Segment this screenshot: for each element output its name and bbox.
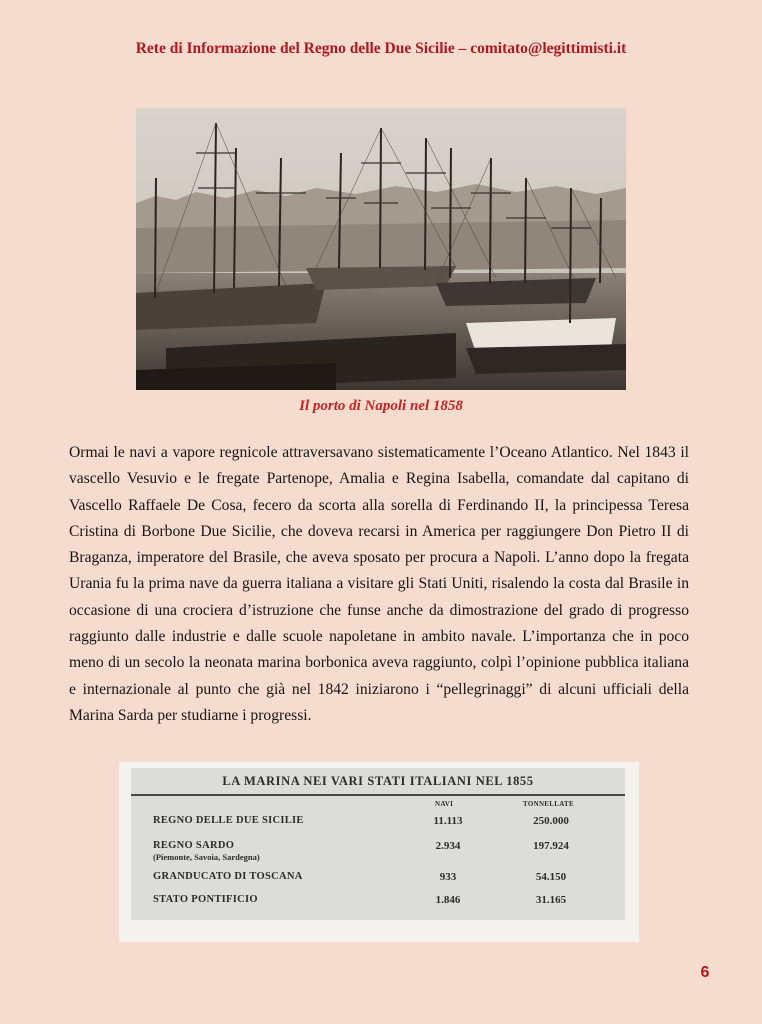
body-text xyxy=(69,440,689,729)
ships-value: 2.934 xyxy=(435,840,461,852)
photo-caption: Il porto di Napoli nel 1858 xyxy=(299,398,463,414)
state-note: (Piemonte, Savoia, Sardegna) xyxy=(153,852,260,862)
tonnage-value: 31.165 xyxy=(535,894,567,906)
tonnage-value: 54.150 xyxy=(535,871,567,883)
state-name: REGNO SARDO xyxy=(153,840,235,851)
body-paragraph: Ormai le navi a vapore regnicole attraversavano sistematicamente l’Oceano Atlantico. Nel 1843 il vascello Vesuvio e le fregate Partenope, Amalia e Regina Isabella, comandate dal capitano di Vascello Raffaele De Cosa, fecero da scorta alla sorella di Ferdinando II, la principessa Teresa Cristina di Borbone Due Sicilie, che doveva recarsi in America per raggiungere Don Pietro II di Braganza, imperatore del Brasile, che aveva sposato per procura a Napoli. L’anno dopo la fregata Urania fu la prima nave da guerra italiana a visitare gli Stati Uniti, risalendo la costa dal Brasile in occasione di una crociera d’istruzione che funse anche da dimostrazione del grado di progresso raggiunto dalle industrie e dalle scuole napoletane in ambito navale. L’importanza che in poco meno di un secolo la neonata marina borbonica aveva raggiunto, colpì l’opinione pubblica italiana e internazionale al punto che già nel 1842 iniziarono i “pellegrinaggi” di alcuni ufficiali della Marina Sarda per studiarne i progressi. xyxy=(69,444,689,724)
harbor-ships-illustration xyxy=(136,108,626,390)
page-header: Rete di Informazione del Regno delle Due Sicilie – comitato@legittimisti.it xyxy=(135,40,627,57)
column-header-ships: NAVI xyxy=(435,800,454,808)
table-scan xyxy=(131,768,625,920)
navy-statistics-table xyxy=(119,762,639,942)
naples-port-photo xyxy=(136,108,626,390)
page-number: 6 xyxy=(700,964,710,981)
table-title: LA MARINA NEI VARI STATI ITALIANI NEL 1855 xyxy=(222,774,534,788)
state-name: REGNO DELLE DUE SICILIE xyxy=(153,815,304,826)
tonnage-value: 250.000 xyxy=(533,815,569,827)
tonnage-value: 197.924 xyxy=(533,840,569,852)
state-name: STATO PONTIFICIO xyxy=(153,894,258,905)
ships-value: 11.113 xyxy=(433,815,463,827)
column-header-tonnage: TONNELLATE xyxy=(523,800,574,808)
table-divider xyxy=(131,794,625,796)
state-name: GRANDUCATO DI TOSCANA xyxy=(153,871,303,882)
ships-value: 933 xyxy=(439,871,457,883)
ships-value: 1.846 xyxy=(435,894,461,906)
